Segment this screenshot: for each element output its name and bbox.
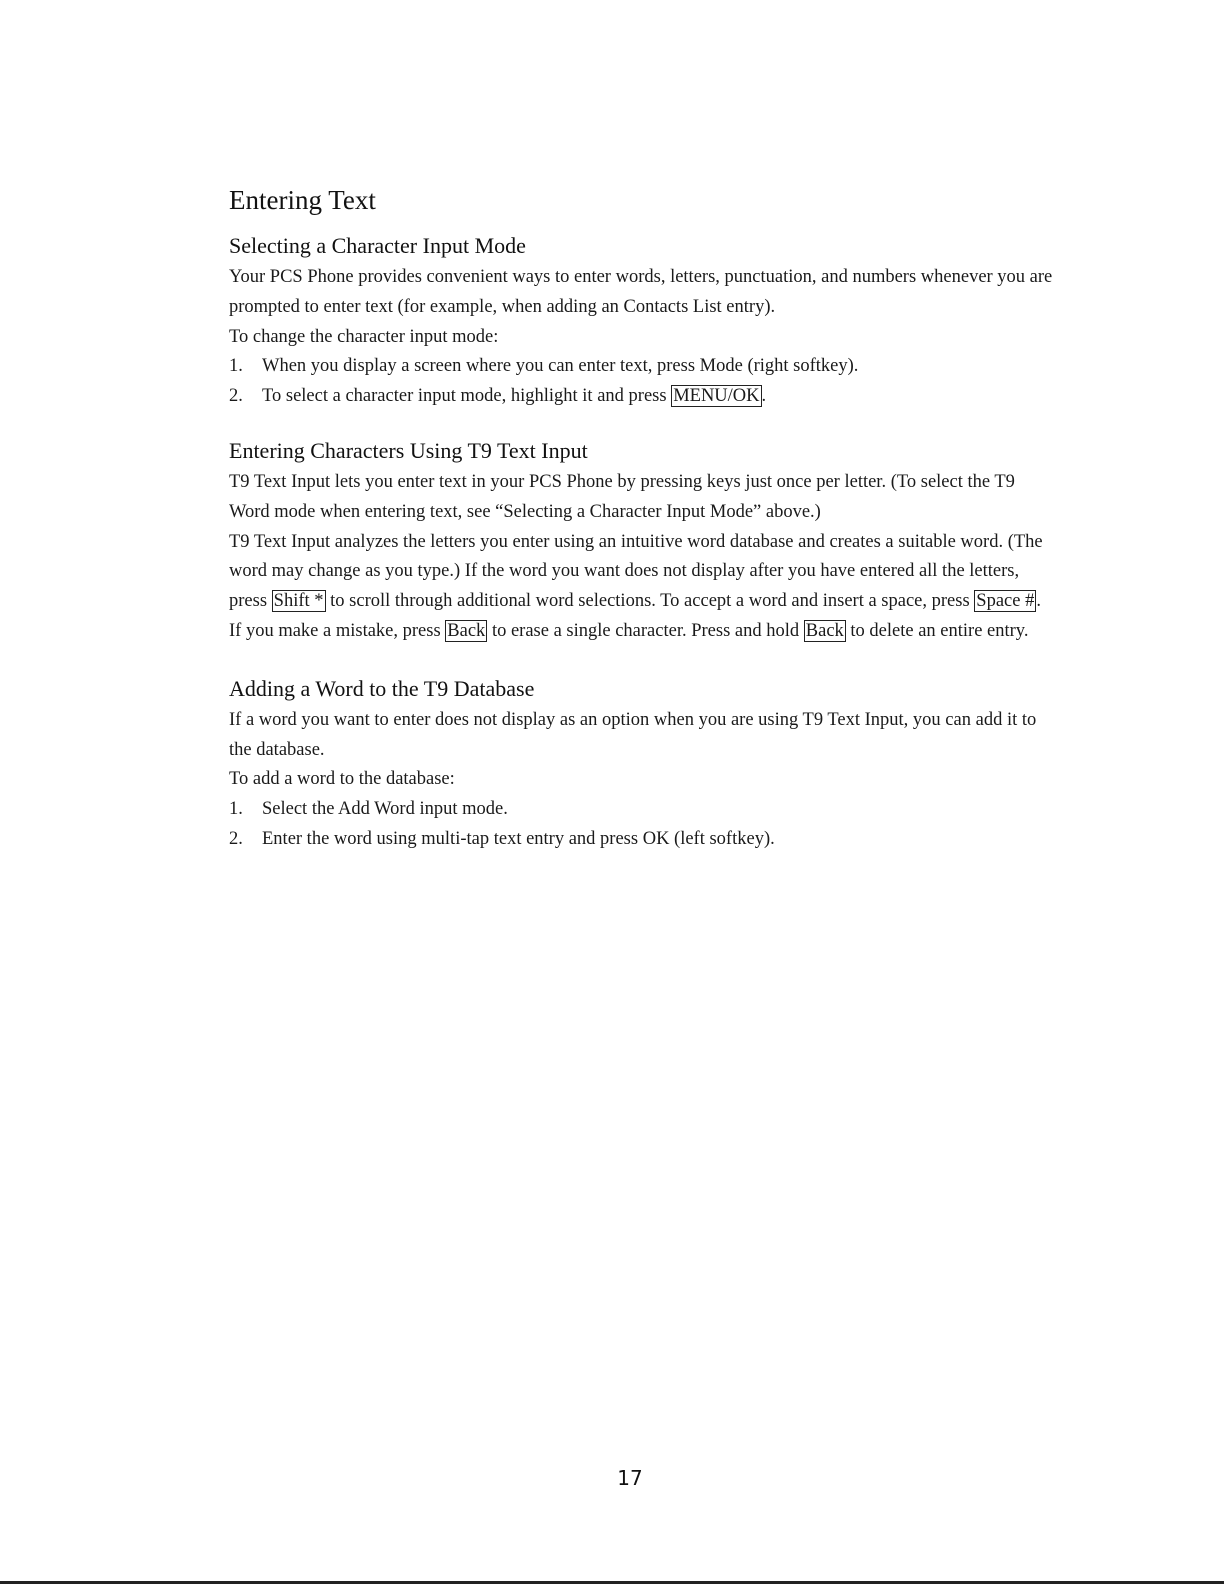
- text-run: to delete an entire entry.: [845, 620, 1029, 641]
- text-run: If you make a mistake, press: [229, 620, 446, 641]
- paragraph: To add a word to the database:: [229, 769, 455, 790]
- key-space: Space #: [976, 591, 1035, 612]
- section-heading: Adding a Word to the T9 Database: [229, 675, 535, 701]
- key-back: Back: [805, 620, 844, 641]
- page-title: Entering Text: [229, 185, 376, 215]
- steps-list: [229, 352, 1059, 412]
- paragraph: [229, 617, 1059, 647]
- section-selecting-input-mode: [229, 231, 1059, 412]
- page-number: 17: [617, 1466, 643, 1490]
- section-heading: Selecting a Character Input Mode: [229, 233, 526, 258]
- step-number: 1.: [229, 356, 243, 377]
- step-number: 2.: [229, 828, 243, 849]
- step-text-part: To select a character input mode, highlight it and press: [262, 386, 672, 407]
- step-text: Enter the word using multi-tap text entry and press OK (left softkey).: [262, 828, 775, 849]
- paragraph: [229, 528, 1059, 617]
- list-item: [229, 352, 1059, 382]
- step-number: 1.: [229, 799, 243, 820]
- paragraph: To change the character input mode:: [229, 326, 499, 347]
- step-number: 2.: [229, 386, 243, 407]
- steps-list: [229, 795, 1059, 855]
- step-text: Select the Add Word input mode.: [262, 799, 508, 820]
- page-content: [229, 183, 1059, 855]
- step-text: When you display a screen where you can enter text, press Mode (right softkey).: [262, 356, 859, 377]
- text-run: .: [1036, 591, 1041, 612]
- paragraph: Your PCS Phone provides convenient ways to enter words, letters, punctuation, and numbers whenever you are prompted to enter text (for example, when adding an Contacts List entry).: [229, 267, 1053, 317]
- key-back: Back: [447, 620, 486, 641]
- text-run: to erase a single character. Press and hold: [487, 620, 804, 641]
- key-menu-ok: MENU/OK: [673, 386, 760, 407]
- step-text: [262, 382, 766, 412]
- paragraph: If a word you want to enter does not display as an option when you are using T9 Text Input, you can add it to the database.: [229, 709, 1037, 760]
- list-item: [229, 795, 1059, 825]
- step-text-part: .: [761, 386, 767, 407]
- paragraph: T9 Text Input lets you enter text in your PCS Phone by pressing keys just once per letter. (To select the T9 Word mode when entering text, see “Selecting a Character Input Mode” above.): [229, 471, 1015, 522]
- list-item: [229, 825, 1059, 855]
- section-t9-text-input: [229, 436, 1059, 647]
- list-item: [229, 382, 1059, 412]
- section-heading: Entering Characters Using T9 Text Input: [229, 437, 588, 463]
- text-run: to scroll through additional word selections. To accept a word and insert a space, press: [325, 591, 975, 612]
- section-add-word: [229, 674, 1059, 855]
- key-shift: Shift *: [273, 591, 324, 612]
- text-run: T9 Text Input analyzes the letters you enter using an intuitive word database and creates a suitable word. (The word may change as you type.) If the word you want does not display after you have entered all the letters, press: [229, 531, 1043, 612]
